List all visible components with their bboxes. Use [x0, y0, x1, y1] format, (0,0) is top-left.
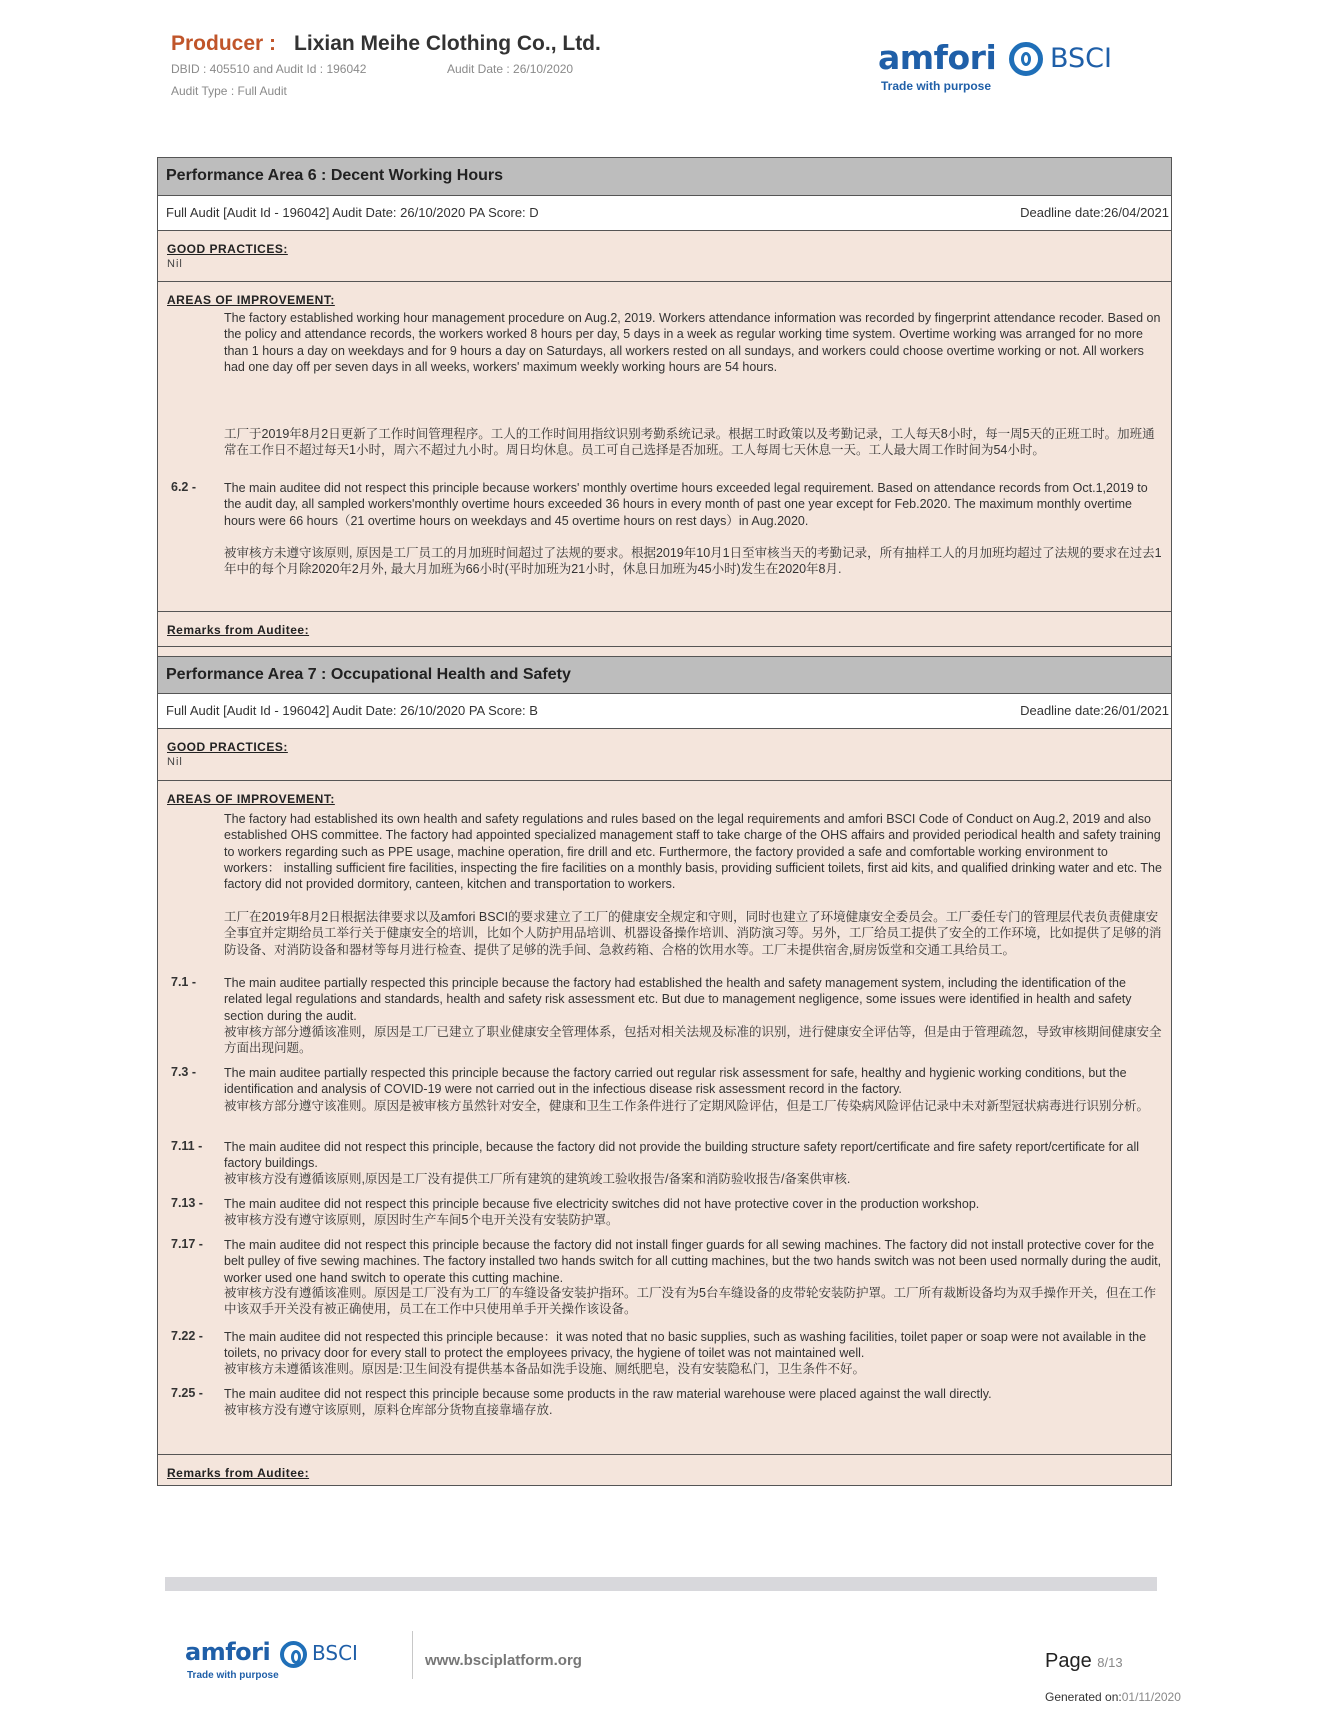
pa6-deadline: Deadline date:26/04/2021: [1020, 205, 1169, 220]
pa7-item-en: The main auditee did not respected this principle because：it was noted that no basic supplies, such as washing facilities, toilet paper or soap were not available in the toilets, no privacy door for every stall to protect the employees privacy, the hygiene of toilet was not maintained well.: [224, 1330, 1147, 1361]
logo-bsci: BSCI: [1050, 43, 1113, 74]
bsci-platform-link[interactable]: www.bsciplatform.org: [425, 1652, 582, 1669]
pa7-good-text: Nil: [167, 756, 183, 768]
pa7-item-en: The main auditee partially respected this principle because the factory carried out regular risk assessment for safe, healthy and hygienic working conditions, but the identification and analysis of COVID-19 were not carried out in the infectious disease risk assessment record in the factory.: [224, 1066, 1127, 1097]
pa7-item-en: The main auditee did not respect this principle because some products in the raw material warehouse were placed against the wall directly.: [224, 1387, 992, 1401]
pa7-section: [158, 656, 1171, 1489]
pa6-areas-of-improvement: [158, 282, 1171, 612]
pa7-intro-en: The factory had established its own health and safety regulations and rules based on the legal requirements and amfori BSCI Code of Conduct on Aug.2, 2019 and also established OHS committee. The factory had appointed specialized management staff to take charge of the OHS affairs and provided periodical health and safety training to workers regarding such as PPE usage, machine operation, fire drill and etc. Furthermore, the factory provided a safe and comfortable working environment to workers： installing sufficient fire facilities, inspecting the fire facilities on a monthly basis, providing sufficient toilets, first aid kits, and qualified drinking water and etc. The factory did not provided dormitory, canteen, kitchen and transportation to workers.: [224, 812, 1162, 892]
performance-areas-box: [157, 157, 1172, 1486]
pa7-item-en: The main auditee did not respect this principle, because the factory did not provide the building structure safety report/certificate and fire safety report/certificate for all factory buildings.: [224, 1140, 1140, 1171]
pa7-item-number: 7.3 -: [171, 1065, 197, 1079]
pa7-remarks: [158, 1455, 1171, 1489]
pa6-title: Performance Area 6 : Decent Working Hours: [158, 158, 1171, 196]
generated-on: [1045, 1690, 1181, 1704]
pa7-areas-heading: AREAS OF IMPROVEMENT:: [167, 792, 335, 806]
pa6-good-heading: GOOD PRACTICES:: [167, 242, 288, 256]
pa7-item-cn: 被审核方没有遵循该原则,原因是工厂没有提供工厂所有建筑的建筑竣工验收报告/备案和消防验收报告/备案供审核.: [224, 1172, 851, 1186]
logo-tagline: Trade with purpose: [881, 79, 992, 93]
producer-name: Lixian Meihe Clothing Co., Ltd.: [294, 32, 601, 55]
pa6-audit-info: [158, 196, 1171, 231]
pa7-item-cn: 被审核方没有遵守该原则，原因时生产车间5个电开关没有安装防护罩。: [224, 1213, 619, 1227]
audit-type-text: Audit Type : Full Audit: [171, 84, 287, 98]
pa6-areas-heading: AREAS OF IMPROVEMENT:: [167, 293, 335, 307]
producer-label: Producer :: [171, 32, 277, 55]
pa7-good-heading: GOOD PRACTICES:: [167, 740, 288, 754]
pa7-item-en: The main auditee partially respected this principle because the factory had established the health and safety management system, including the identification of the related legal regulations and standards, health and safety risk assessment etc. But due to management negligence, some issues were identified in health and safety section during the audit.: [224, 976, 1132, 1023]
pa7-item-cn: 被审核方没有遵循该准则。原因是工厂没有为工厂的车缝设备安装护指环。工厂没有为5台车缝设备的皮带轮安装防护罩。工厂所有裁断设备均为双手操作开关，但在工作中该双手开关没有被正确使用，员工在工作中只使用单手开关操作该设备。: [224, 1286, 1156, 1317]
pa7-item-number: 7.11 -: [171, 1139, 203, 1153]
page-number: [1045, 1650, 1123, 1673]
page-count: 8/13: [1097, 1655, 1123, 1670]
footer-divider: [412, 1631, 413, 1679]
pa6-remarks-heading: Remarks from Auditee:: [167, 623, 310, 637]
pa7-item-en: The main auditee did not respect this principle because five electricity switches did not have protective cover in the production workshop.: [224, 1197, 980, 1211]
pa6-remarks: [158, 612, 1171, 647]
footer-bar: [165, 1577, 1157, 1591]
amfori-ring-icon: [1009, 42, 1043, 76]
pa7-item-cn: 被审核方未遵循该准则。原因是:卫生间没有提供基本备品如洗手设施、厕纸肥皂，没有安装隐私门，卫生条件不好。: [224, 1362, 865, 1376]
footer-logo-bsci: BSCI: [312, 1641, 358, 1665]
pa6-good-text: Nil: [167, 258, 183, 270]
page-label: Page: [1045, 1650, 1092, 1672]
generated-date: 01/11/2020: [1121, 1690, 1181, 1704]
pa6-audit-text: Full Audit [Audit Id - 196042] Audit Date: 26/10/2020 PA Score: D: [166, 205, 539, 220]
audit-date-text: Audit Date : 26/10/2020: [447, 62, 574, 76]
pa7-item-number: 7.22 -: [171, 1329, 203, 1343]
pa7-item-en: The main auditee did not respect this principle because the factory did not install finger guards for all sewing machines. The factory did not install protective cover for the belt pulley of five sewing machines. The factory installed two hands switch for all cutting machines, but the two hands switch was not been used normally during the audit, worker used one hand switch to operate this cutting machine.: [224, 1238, 1162, 1285]
amfori-ring-icon: [280, 1641, 307, 1668]
pa6-item-number: 6.2 -: [171, 480, 197, 494]
pa7-audit-info: [158, 694, 1171, 729]
pa7-item-number: 7.13 -: [171, 1196, 203, 1210]
pa7-good-practices: [158, 729, 1171, 781]
footer-logo-word: amfori: [185, 1638, 271, 1666]
pa6-intro-cn: 工厂于2019年8月2日更新了工作时间管理程序。工人的工作时间用指纹识别考勤系统记录。根据工时政策以及考勤记录，工人每天8小时，每一周5天的正班工时。加班通常在工作日不超过每天1小时，周六不超过九小时。周日均休息。员工可自己选择是否加班。工人每周七天休息一天。工人最大周工作时间为54小时。: [224, 427, 1155, 458]
pa6-item-cn: 被审核方未遵守该原则, 原因是工厂员工的月加班时间超过了法规的要求。根据2019年10月1日至审核当天的考勤记录，所有抽样工人的月加班均超过了法规的要求在过去1年中的每个月除2020年2月外, 最大月加班为66小时(平时加班为21小时，休息日加班为45小时)发生在2020年8月.: [224, 546, 1162, 577]
pa6-section: [158, 158, 1171, 647]
dbid-text: DBID : 405510 and Audit Id : 196042: [171, 62, 367, 76]
pa6-good-practices: [158, 231, 1171, 282]
pa7-remarks-heading: Remarks from Auditee:: [167, 1466, 310, 1480]
pa7-deadline: Deadline date:26/01/2021: [1020, 703, 1169, 718]
audit-id-line: [171, 62, 574, 76]
generated-label: Generated on:: [1045, 1690, 1122, 1704]
pa7-title: Performance Area 7 : Occupational Health and Safety: [158, 656, 1171, 694]
pa6-item-en: The main auditee did not respect this principle because workers' monthly overtime hours exceeded legal requirement. Based on attendance records from Oct.1,2019 to the audit day, all sampled workers'monthly overtime hours exceeded 36 hours in every month of past one year except for Feb.2020. The maximum monthly overtime hours were 66 hours（21 overtime hours on weekdays and 45 overtime hours on rest days）in Aug.2020.: [224, 481, 1148, 528]
pa7-item-cn: 被审核方部分遵循该准则，原因是工厂已建立了职业健康安全管理体系，包括对相关法规及标准的识别，进行健康安全评估等，但是由于管理疏忽，导致审核期间健康安全方面出现问题。: [224, 1025, 1162, 1056]
pa7-intro-cn: 工厂在2019年8月2日根据法律要求以及amfori BSCI的要求建立了工厂的健康安全规定和守则，同时也建立了环境健康安全委员会。工厂委任专门的管理层代表负责健康安全事宜并定期给员工举行关于健康安全的培训，比如个人防护用品培训、机器设备操作培训、消防演习等。另外，工厂给员工提供了安全的工作环境，比如提供了足够的消防设备、对消防设备和器材等每月进行检查、提供了足够的洗手间、急救药箱、合格的饮用水等。工厂未提供宿舍,厨房饭堂和交通工具给员工。: [224, 910, 1162, 957]
pa7-item-number: 7.25 -: [171, 1386, 203, 1400]
logo-word: amfori: [878, 38, 997, 77]
pa7-item-number: 7.17 -: [171, 1237, 203, 1251]
pa7-item-cn: 被审核方部分遵守该准则。原因是被审核方虽然针对安全，健康和卫生工作条件进行了定期风险评估，但是工厂传染病风险评估记录中未对新型冠状病毒进行识别分析。: [224, 1099, 1150, 1113]
pa7-audit-text: Full Audit [Audit Id - 196042] Audit Date: 26/10/2020 PA Score: B: [166, 703, 538, 718]
footer-logo-tagline: Trade with purpose: [187, 1670, 279, 1681]
pa7-item-number: 7.1 -: [171, 975, 197, 989]
amfori-bsci-logo: [878, 38, 1128, 98]
pa7-item-cn: 被审核方没有遵守该原则，原料仓库部分货物直接靠墙存放.: [224, 1403, 553, 1417]
producer-line: [171, 32, 601, 56]
amfori-bsci-footer-logo: [185, 1638, 385, 1688]
pa7-areas-of-improvement: [158, 781, 1171, 1455]
pa6-intro-en: The factory established working hour management procedure on Aug.2, 2019. Workers attendance information was recorded by fingerprint attendance recoder. Based on the policy and attendance records, the workers worked 8 hours per day, 5 days in a week as regular working time system. Overtime working was arranged for no more than 1 hours a day on weekdays and for 9 hours a day on Saturdays, all workers rested on all sundays, and workers could choose overtime working or not. All workers had one day off per seven days in all weeks, workers' maximum weekly working hours are 54 hours.: [224, 311, 1161, 374]
